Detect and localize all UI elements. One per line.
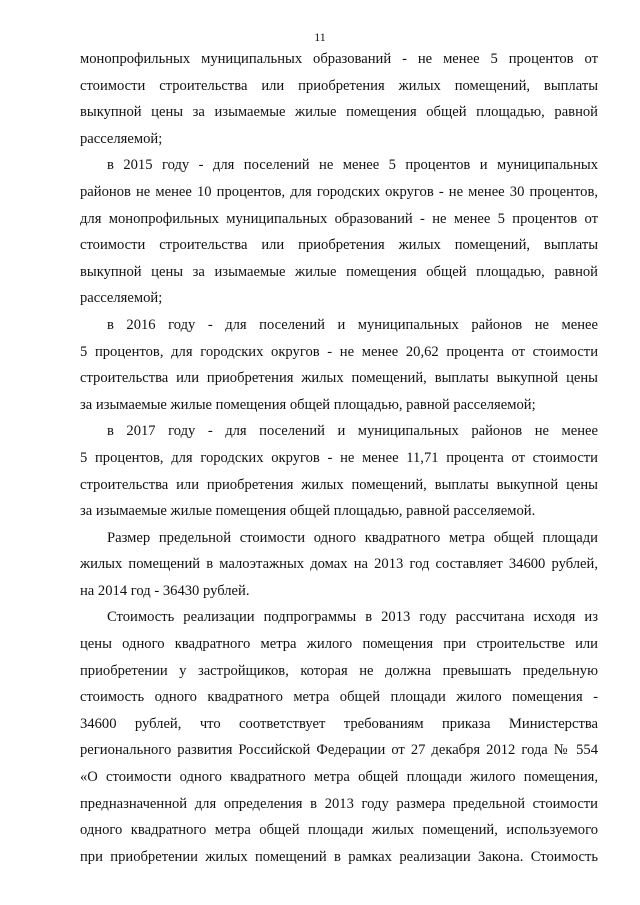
text-line: в 2016 году - для поселений и муниципальных районов не менее — [107, 316, 598, 333]
text-line: 34600 рублей, что соответствует требованиям приказа Министерства — [80, 715, 598, 732]
document-body — [80, 46, 598, 870]
text-line: за изымаемые жилые помещения общей площадью, равной расселяемой. — [80, 503, 536, 520]
text-line: за изымаемые жилые помещения общей площадью, равной расселяемой; — [80, 396, 536, 413]
text-line: стоимости строительства или приобретения жилых помещений, выплаты — [80, 77, 598, 94]
text-line: «О стоимости одного квадратного метра общей площади жилого помещения, — [80, 769, 598, 786]
text-line: Размер предельной стоимости одного квадратного метра общей площади — [107, 529, 598, 546]
text-line: жилых помещений в малоэтажных домах на 2013 год составляет 34600 рублей, — [80, 556, 598, 573]
text-line: для монопрофильных муниципальных образований - не менее 5 процентов от — [80, 210, 598, 227]
text-line: стоимости строительства или приобретения жилых помещений, выплаты — [80, 237, 598, 254]
text-line: цены одного квадратного метра жилого помещения при строительстве или — [80, 636, 598, 653]
text-line: 5 процентов, для городских округов - не менее 20,62 процента от стоимости — [80, 343, 598, 360]
text-line: в 2015 году - для поселений не менее 5 процентов и муниципальных — [107, 157, 598, 174]
text-line: регионального развития Российской Федерации от 27 декабря 2012 года № 554 — [80, 742, 598, 759]
text-line: стоимость одного квадратного метра общей площади жилого помещения - — [80, 689, 598, 706]
text-line: районов не менее 10 процентов, для городских округов - не менее 30 процентов, — [80, 183, 598, 200]
text-line: расселяемой; — [80, 130, 163, 147]
text-line: выкупной цены за изымаемые жилые помещения общей площадью, равной — [80, 263, 598, 280]
text-line: предназначенной для определения в 2013 году размера предельной стоимости — [80, 795, 598, 812]
text-line: при приобретении жилых помещений в рамках реализации Закона. Стоимость — [80, 848, 598, 865]
text-line: приобретении у застройщиков, которая не должна превышать предельную — [80, 662, 598, 679]
text-line: выкупной цены за изымаемые жилые помещения общей площадью, равной — [80, 104, 598, 121]
text-line: расселяемой; — [80, 290, 163, 307]
text-line: одного квадратного метра общей площади жилых помещений, используемого — [80, 822, 598, 839]
text-line: монопрофильных муниципальных образований - не менее 5 процентов от — [80, 51, 598, 67]
text-line: Стоимость реализации подпрограммы в 2013 году рассчитана исходя из — [107, 609, 598, 626]
text-line: строительства или приобретения жилых помещений, выплаты выкупной цены — [80, 476, 598, 493]
text-line: строительства или приобретения жилых помещений, выплаты выкупной цены — [80, 370, 598, 387]
text-line: на 2014 год - 36430 рублей. — [80, 582, 250, 599]
text-line: 5 процентов, для городских округов - не менее 11,71 процента от стоимости — [80, 449, 598, 466]
text-line: в 2017 году - для поселений и муниципальных районов не менее — [107, 423, 598, 440]
page-number: 11 — [314, 30, 326, 44]
